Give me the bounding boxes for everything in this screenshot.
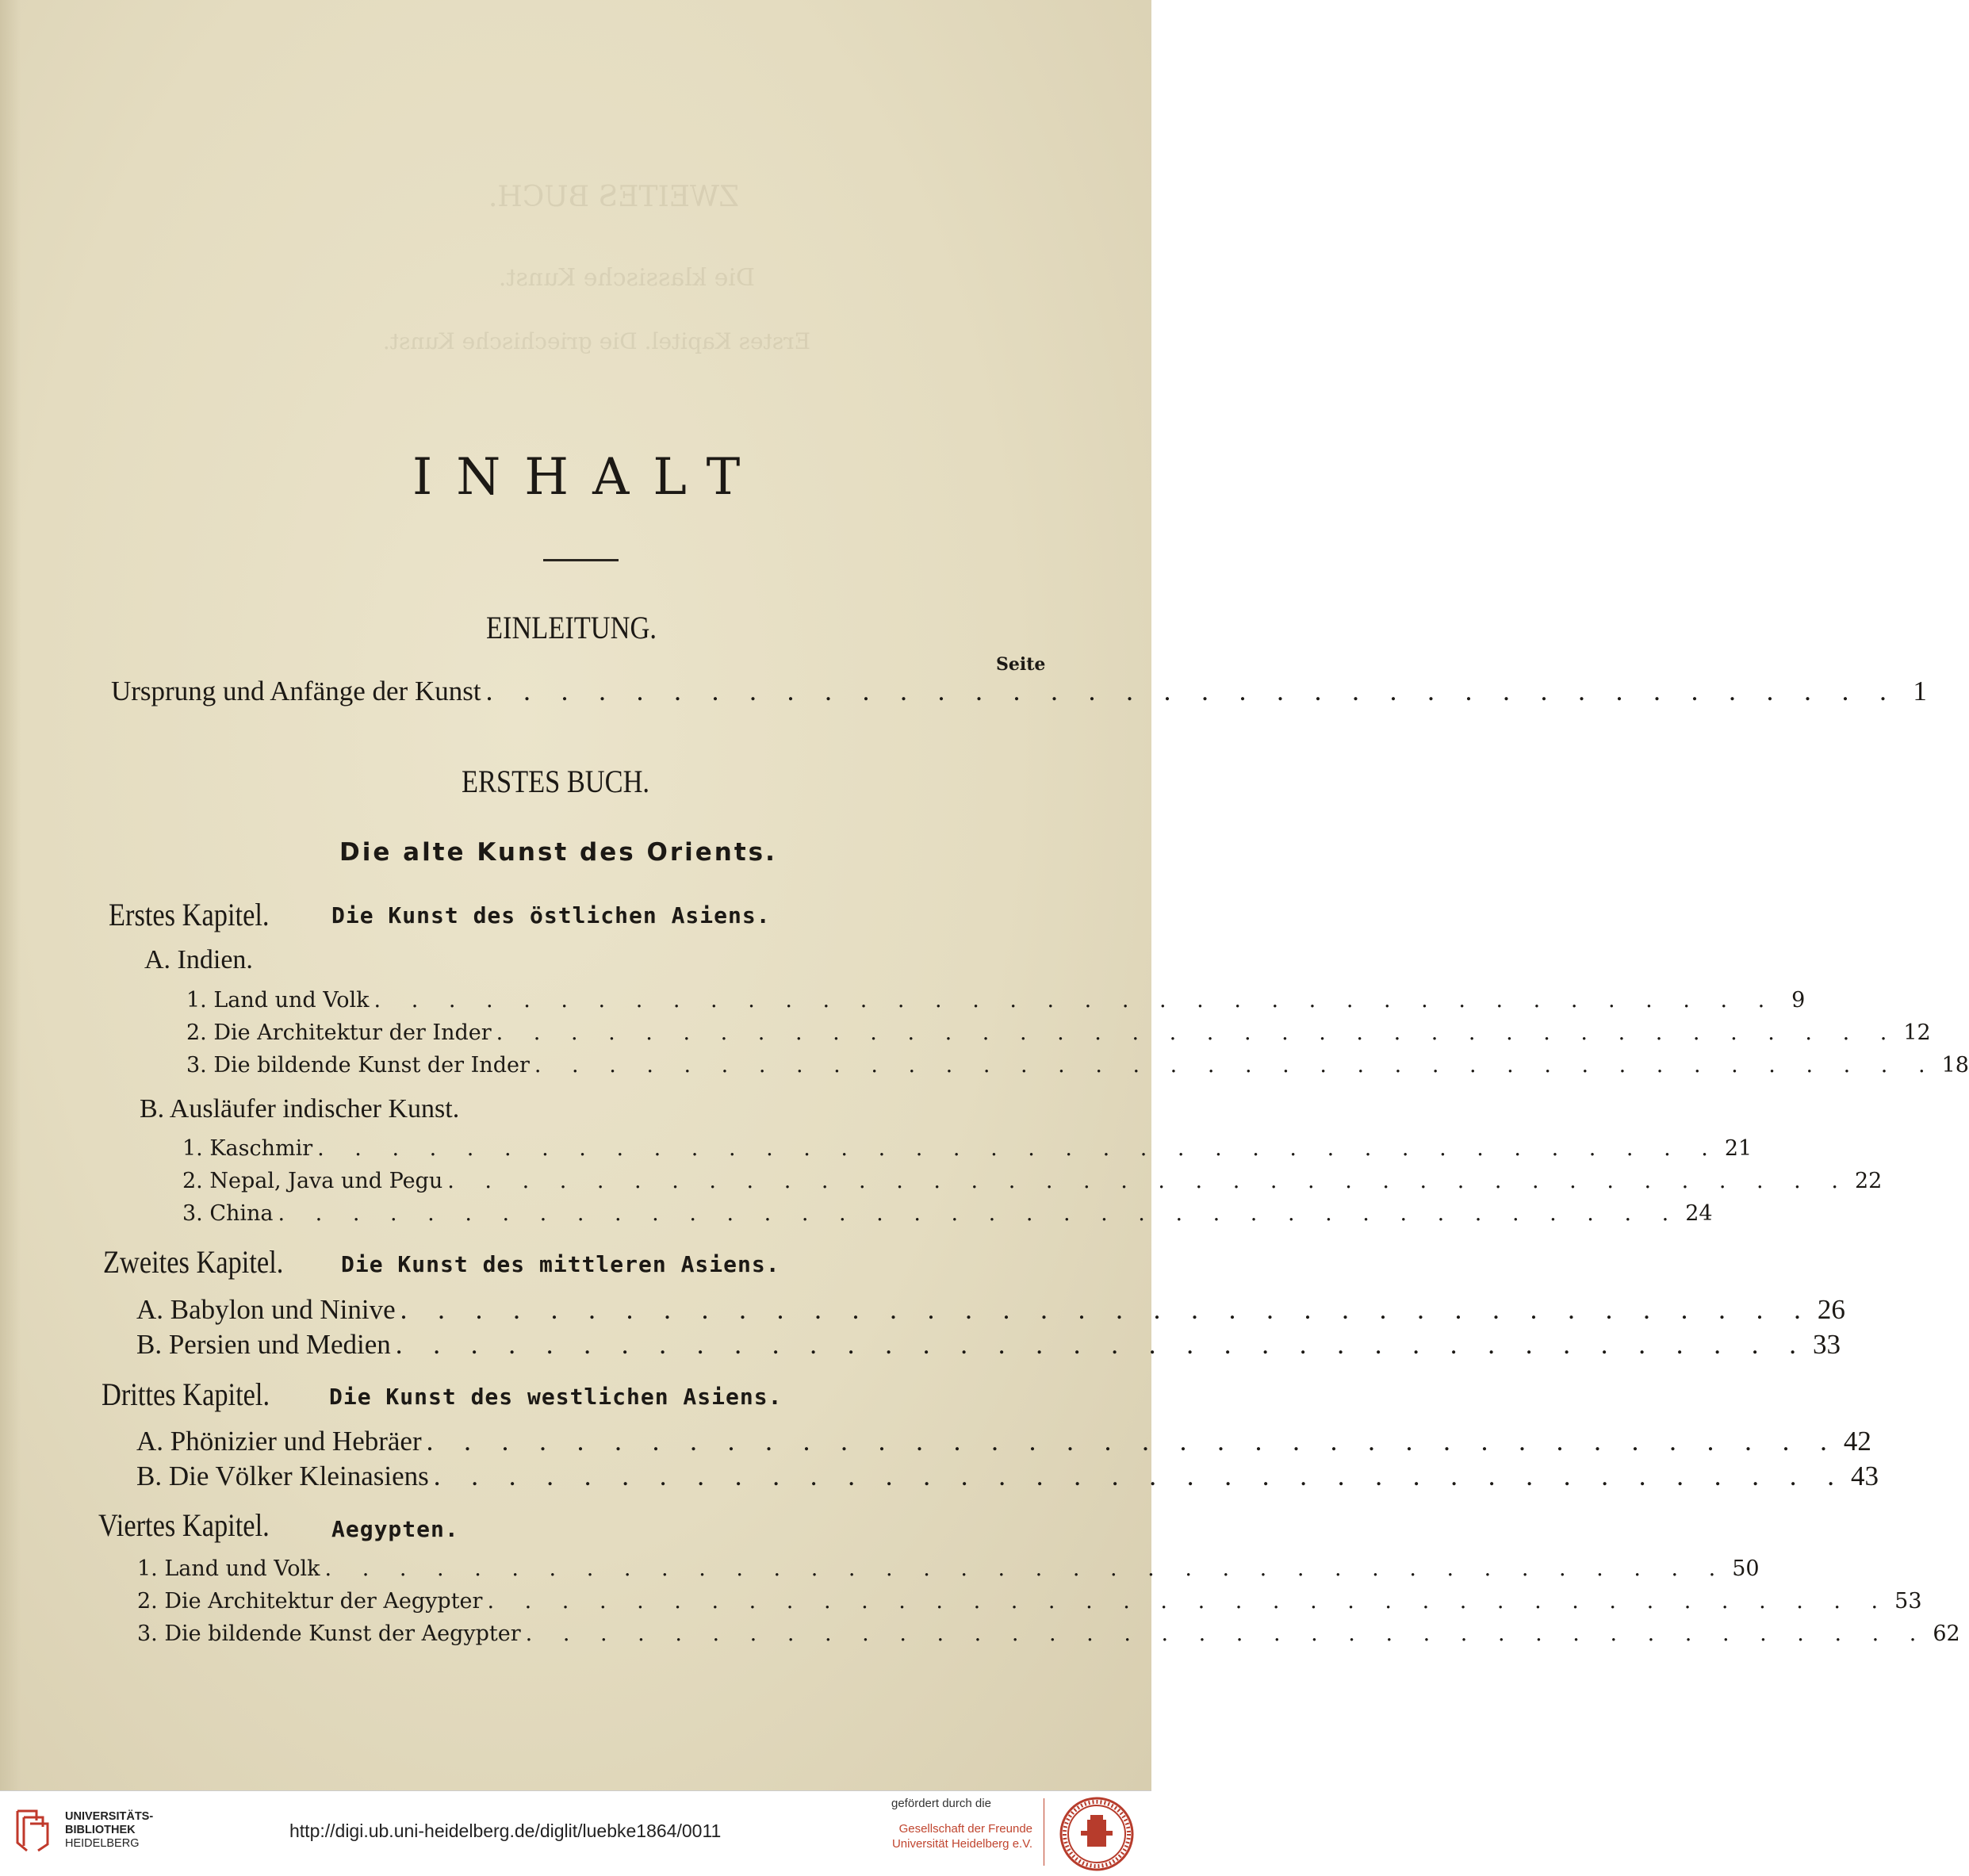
- section-label: A. Indien.: [144, 945, 253, 974]
- chapter-title: Aegypten.: [331, 1516, 459, 1542]
- title-divider: [543, 559, 619, 561]
- chapter-label: Viertes Kapitel.: [98, 1507, 270, 1543]
- toc-entry[interactable]: 3. China . . . . . . . . . . . . . . . . . . . . . . . . . . . . . . . . . . . . . . 24: [182, 1201, 1713, 1226]
- svg-text:Die klassische Kunst.: Die klassische Kunst.: [498, 264, 755, 292]
- toc-entry[interactable]: 1. Land und Volk . . . . . . . . . . . . . . . . . . . . . . . . . . . . . . . . . . . . . . 50: [137, 1556, 1760, 1581]
- library-logo-icon: [11, 1805, 52, 1854]
- toc-entry[interactable]: B. Die Völker Kleinasiens . . . . . . . . . . . . . . . . . . . . . . . . . . . . . . . . . . . . . . 43: [136, 1461, 1879, 1491]
- einleitung-heading: EINLEITUNG.: [486, 610, 657, 645]
- book-heading: ERSTES BUCH.: [462, 764, 650, 799]
- toc-entry[interactable]: 2. Die Architektur der Aegypter . . . . . . . . . . . . . . . . . . . . . . . . . . . . . . . . . . . . . . 53: [137, 1589, 1922, 1614]
- toc-entry[interactable]: 2. Nepal, Java und Pegu . . . . . . . . . . . . . . . . . . . . . . . . . . . . . . . . . . . . . . 22: [182, 1169, 1883, 1193]
- svg-text:Erstes Kapitel. Die griechisch: Erstes Kapitel. Die griechische Kunst.: [382, 328, 810, 354]
- toc-entry[interactable]: 1. Land und Volk . . . . . . . . . . . . . . . . . . . . . . . . . . . . . . . . . . . . . . 9: [186, 988, 1806, 1013]
- chapter-title: Die Kunst des westlichen Asiens.: [329, 1384, 783, 1410]
- book-subtitle: Die alte Kunst des Orients.: [339, 838, 777, 867]
- chapter-title: Die Kunst des mittleren Asiens.: [341, 1251, 780, 1277]
- toc-entry[interactable]: 3. Die bildende Kunst der Inder . . . . . . . . . . . . . . . . . . . . . . . . . . . . . . . . . . . . . . 18: [186, 1053, 1969, 1078]
- source-url-link[interactable]: http://digi.ub.uni-heidelberg.de/diglit/luebke1864/0011: [289, 1820, 722, 1841]
- library-name: UNIVERSITÄTS- BIBLIOTHEK HEIDELBERG: [65, 1810, 154, 1850]
- svg-text:ZWEITES BUCH.: ZWEITES BUCH.: [488, 181, 739, 213]
- university-seal-icon: [1059, 1796, 1135, 1872]
- toc-entry[interactable]: 2. Die Architektur der Inder . . . . . . . . . . . . . . . . . . . . . . . . . . . . . . . . . . . . . . 12: [186, 1020, 1931, 1045]
- toc-entry[interactable]: A. Phönizier und Hebräer . . . . . . . . . . . . . . . . . . . . . . . . . . . . . . . . . . . . . . 42: [136, 1426, 1871, 1457]
- page-title: INHALT: [412, 448, 764, 507]
- toc-entry[interactable]: 3. Die bildende Kunst der Aegypter . . . . . . . . . . . . . . . . . . . . . . . . . . . . . . . . . . . . . . 62: [137, 1621, 1960, 1646]
- chapter-title: Die Kunst des östlichen Asiens.: [331, 902, 771, 928]
- sponsor-label: gefördert durch die: [891, 1797, 991, 1810]
- toc-entry[interactable]: A. Babylon und Ninive . . . . . . . . . . . . . . . . . . . . . . . . . . . . . . . . . . . . . . 26: [136, 1294, 1845, 1325]
- seite-label: Seite: [996, 654, 1046, 675]
- toc-entry[interactable]: 1. Kaschmir . . . . . . . . . . . . . . . . . . . . . . . . . . . . . . . . . . . . . . 21: [182, 1136, 1753, 1161]
- toc-entry[interactable]: B. Persien und Medien . . . . . . . . . . . . . . . . . . . . . . . . . . . . . . . . . . . . . . 33: [136, 1329, 1841, 1360]
- chapter-label: Erstes Kapitel.: [109, 897, 270, 932]
- chapter-label: Zweites Kapitel.: [103, 1244, 284, 1280]
- bleed-through-text: [0, 0, 1151, 603]
- sponsor-name[interactable]: Gesellschaft der Freunde Universität Heidelberg e.V.: [891, 1822, 1032, 1851]
- chapter-label: Drittes Kapitel.: [102, 1376, 270, 1412]
- toc-entry[interactable]: Ursprung und Anfänge der Kunst . . . . . . . . . . . . . . . . . . . . . . . . . . . . . . . . . . . . . . 1: [111, 676, 1927, 706]
- section-label: B. Ausläufer indischer Kunst.: [140, 1094, 460, 1124]
